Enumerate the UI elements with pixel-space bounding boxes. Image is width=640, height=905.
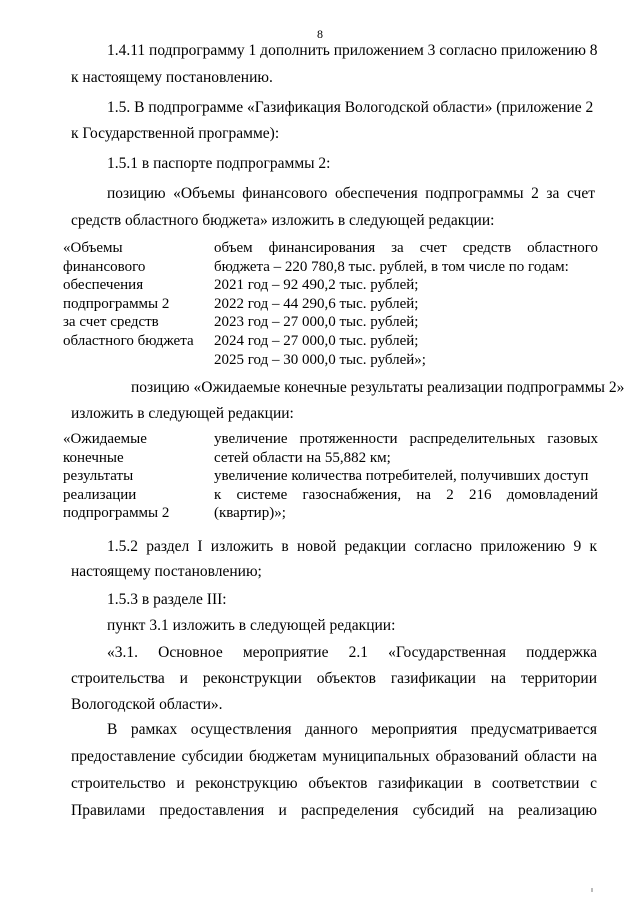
paragraph-line: пункт 3.1 изложить в следующей редакции: <box>107 617 396 634</box>
paragraph-line: 1.5.3 в разделе III: <box>107 591 227 608</box>
table-left-cell: подпрограммы 2 <box>63 295 170 312</box>
paragraph-line: строительство и реконструкцию объектов газификации в соответствии с <box>71 775 597 792</box>
table-left-cell: подпрограммы 2 <box>63 505 170 522</box>
table-left-cell: конечные <box>63 449 124 466</box>
paragraph-line: Вологодской области». <box>71 696 223 713</box>
paragraph-line: позицию «Объемы финансового обеспечения подпрограммы 2 за счет <box>107 185 595 202</box>
table-left-cell: результаты <box>63 468 134 485</box>
table-left-cell: «Объемы <box>63 240 123 256</box>
paragraph-line: В рамках осуществления данного мероприятия предусматривается <box>107 721 597 738</box>
paragraph-line: строительства и реконструкции объектов газификации на территории <box>71 670 597 687</box>
paragraph-line: 1.5.2 раздел I изложить в новой редакции согласно приложению 9 к <box>107 538 597 555</box>
table-right-cell: 2023 год – 27 000,0 тыс. рублей; <box>214 314 419 331</box>
paragraph-line: 1.4.11 подпрограмму 1 дополнить приложением 3 согласно приложению 8 <box>107 42 598 59</box>
table-left-cell: «Ожидаемые <box>63 431 147 447</box>
paragraph-line: 1.5.1 в паспорте подпрограммы 2: <box>107 155 331 172</box>
table-right-cell: объем финансирования за счет средств областного <box>214 240 598 256</box>
table-left-cell: обеспечения <box>63 277 144 294</box>
paragraph-line: к Государственной программе): <box>71 125 280 142</box>
table-right-cell: 2024 год – 27 000,0 тыс. рублей; <box>214 333 419 349</box>
table-right-cell: 2021 год – 92 490,2 тыс. рублей; <box>214 277 419 294</box>
paragraph-line: изложить в следующей редакции: <box>71 405 294 422</box>
table-right-cell: (квартир)»; <box>214 505 286 522</box>
table-left-cell: реализации <box>63 486 137 503</box>
table-right-cell: увеличение количества потребителей, получивших доступ <box>214 468 589 485</box>
table-left-cell: финансового <box>63 258 146 275</box>
paragraph-line: средств областного бюджета» изложить в следующей редакции: <box>71 212 495 229</box>
table-right-cell: бюджета – 220 780,8 тыс. рублей, в том числе по годам: <box>214 258 569 275</box>
paragraph-line: настоящему постановлению; <box>71 563 262 580</box>
paragraph-line: предоставление субсидии бюджетам муниципальных образований области на <box>71 748 597 765</box>
paragraph-line: «3.1. Основное мероприятие 2.1 «Государственная поддержка <box>107 644 597 661</box>
paragraph-line: позицию «Ожидаемые конечные результаты реализации подпрограммы 2» <box>131 379 625 396</box>
table-left-cell: областного бюджета <box>63 333 194 349</box>
table-right-cell: к системе газоснабжения, на 2 216 домовладений <box>214 486 598 503</box>
paragraph-line: 1.5. В подпрограмме «Газификация Вологодской области» (приложение 2 <box>107 99 594 116</box>
table-right-cell: сетей области на 55,882 км; <box>214 449 391 466</box>
paragraph-line: к настоящему постановлению. <box>71 69 273 86</box>
table-right-cell: 2022 год – 44 290,6 тыс. рублей; <box>214 295 419 312</box>
scan-speck <box>591 888 593 892</box>
table-left-cell: за счет средств <box>63 314 159 331</box>
page-number: 8 <box>317 27 323 41</box>
table-right-cell: 2025 год – 30 000,0 тыс. рублей»; <box>214 351 426 368</box>
paragraph-line: Правилами предоставления и распределения субсидий на реализацию <box>71 802 597 819</box>
table-right-cell: увеличение протяженности распределительных газовых <box>214 431 598 447</box>
